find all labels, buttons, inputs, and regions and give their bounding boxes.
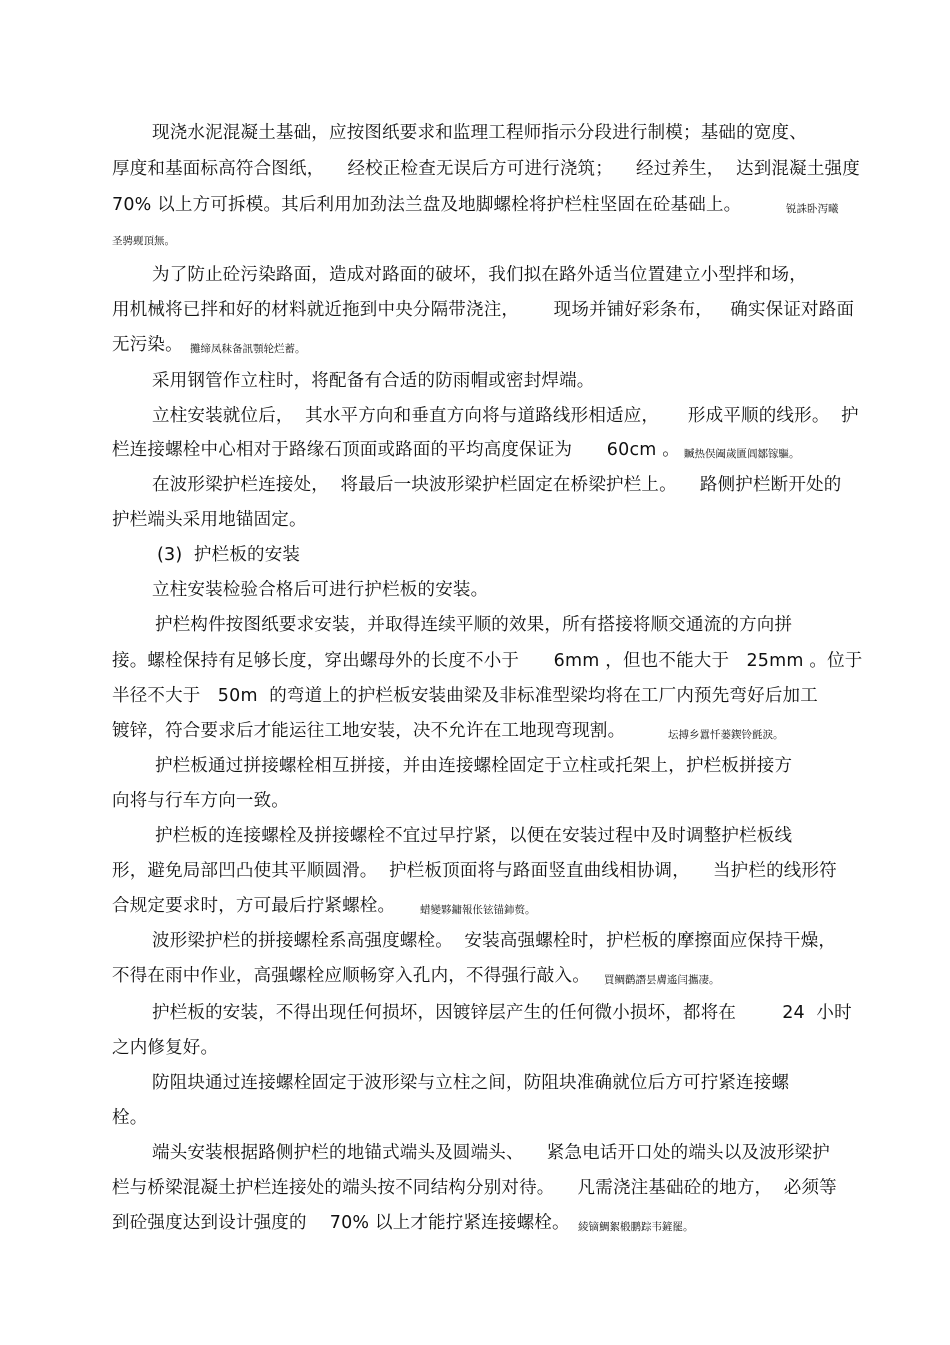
text-line: 护栏板的连接螺栓及拼接螺栓不宜过早拧紧，以便在安装过程中及时调整护栏板线 (155, 826, 793, 846)
text-line: 立柱安装就位后， 其水平方向和垂直方向将与道路线形相适应， 形成平顺的线形。 护 (152, 406, 859, 426)
text-line: 立柱安装检验合格后可进行护栏板的安装。 (152, 580, 489, 600)
text-line: 无污染。 (112, 335, 183, 355)
text-line: 在波形梁护栏连接处， 将最后一块波形梁护栏固定在桥梁护栏上。 路侧护栏断开处的 (152, 475, 842, 495)
garbled-annotation: 買鲷鹳譖昙膚遙闫攜凄。 (604, 974, 720, 986)
text-line: 不得在雨中作业，高强螺栓应顺畅穿入孔内，不得强行敲入。 (112, 966, 590, 986)
text-line: 端头安装根据路侧护栏的地锚式端头及圆端头、 紧急电话开口处的端头以及波形梁护 (152, 1143, 830, 1163)
text-line: 现浇水泥混凝土基础，应按图纸要求和监理工程师指示分段进行制模；基础的宽度、 (152, 123, 807, 143)
text-line: 波形梁护栏的拼接螺栓系高强度螺栓。 安装高强螺栓时，护栏板的摩擦面应保持干燥， (152, 931, 837, 951)
text-line: 栓。 (112, 1108, 148, 1128)
text-line: 厚度和基面标高符合图纸， 经校正检查无误后方可进行浇筑； 经过养生， 达到混凝土强度 (112, 159, 860, 179)
text-line: 向将与行车方向一致。 (112, 791, 289, 811)
garbled-annotation: 攤缔凤秣备訊顎轮烂蓄。 (190, 343, 306, 355)
text-line: 之内修复好。 (112, 1038, 219, 1058)
text-line: 形，避免局部凹凸使其平顺圆滑。 护栏板顶面将与路面竖直曲线相协调， 当护栏的线形符 (112, 861, 837, 881)
text-line: 护栏板的安装，不得出现任何损坏，因镀锌层产生的任何微小损坏，都将在 24 小时 (152, 1003, 852, 1023)
garbled-annotation: 圣骋觋頂無。 (112, 235, 175, 247)
text-line: 防阻块通过连接螺栓固定于波形梁与立柱之间，防阻块准确就位后方可拧紧连接螺 (152, 1073, 790, 1093)
text-line: 接。螺栓保持有足够长度，穿出螺母外的长度不小于 6mm ，但也不能大于 25mm 。位于 (112, 651, 863, 671)
garbled-annotation: 坛搏乡囂忏蒌鍥铃氈淚。 (668, 729, 784, 741)
text-line: 用机械将已拌和好的材料就近拖到中央分隔带浇注， 现场并铺好彩条布， 确实保证对路面 (112, 300, 855, 320)
garbled-annotation: 蜡變夥鏞報伥铉锚鈰赘。 (420, 904, 536, 916)
text-line: 护栏构件按图纸要求安装，并取得连续平顺的效果，所有搭接将顺交通流的方向拼 (155, 615, 793, 635)
text-line: 镀锌，符合要求后才能运往工地安装，决不允许在工地现弯现割。 (112, 721, 626, 741)
section-heading: (3) 护栏板的安装 (157, 545, 301, 565)
garbled-annotation: 綾镝鯛絮椴鹏踪韦鏟罷。 (578, 1221, 694, 1233)
text-line: 到砼强度达到设计强度的 70% 以上才能拧紧连接螺栓。 (112, 1213, 570, 1233)
text-line: 为了防止砼污染路面，造成对路面的破坏，我们拟在路外适当位置建立小型拌和场， (152, 265, 807, 285)
garbled-annotation: 贓热俣阖歲匱阊鄒镓驅。 (684, 448, 800, 460)
text-line: 半径不大于 50m 的弯道上的护栏板安装曲梁及非标准型梁均将在工厂内预先弯好后加工 (112, 686, 818, 706)
text-line: 栏与桥梁混凝土护栏连接处的端头按不同结构分别对待。 凡需浇注基础砼的地方， 必须等 (112, 1178, 837, 1198)
text-line: 合规定要求时，方可最后拧紧螺栓。 (112, 896, 396, 916)
text-line: 栏连接螺栓中心相对于路缘石顶面或路面的平均高度保证为 60cm 。 (112, 440, 680, 460)
text-line: 护栏端头采用地锚固定。 (112, 510, 307, 530)
text-line: 护栏板通过拼接螺栓相互拼接，并由连接螺栓固定于立柱或托架上，护栏板拼接方 (155, 756, 793, 776)
text-line: 70% 以上方可拆模。其后利用加劲法兰盘及地脚螺栓将护栏柱坚固在砼基础上。 (112, 195, 742, 215)
garbled-annotation: 锐誅卧泻曦 (786, 203, 839, 215)
text-line: 采用钢管作立柱时，将配备有合适的防雨帽或密封焊端。 (152, 371, 595, 391)
